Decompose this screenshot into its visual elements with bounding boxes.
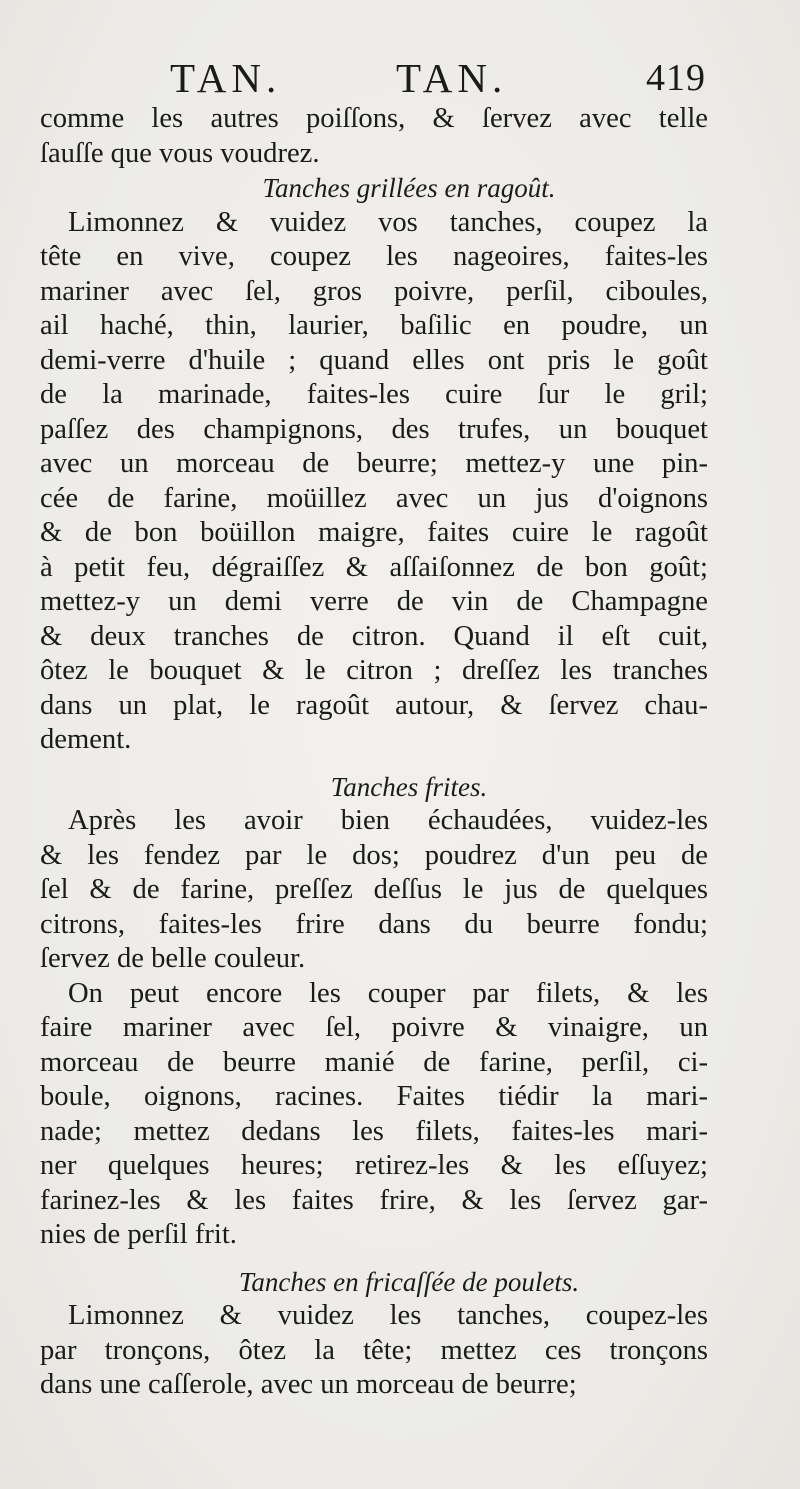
text-line: Limonnez & vuidez les tanches, coupez-les — [68, 1300, 708, 1331]
text-line: cée de farine, moüillez avec un jus d'oignons — [40, 482, 708, 514]
text-line: Limonnez & vuidez vos tanches, coupez la — [68, 206, 708, 238]
text-line: nies de perſil frit. — [40, 1219, 237, 1250]
text-line: dans un plat, le ragoût autour, & ſervez chau- — [40, 689, 708, 721]
text-line: ſauſſe que vous voudrez. — [40, 137, 320, 169]
text-line: de la marinade, faites-les cuire ſur le gril; — [40, 379, 708, 410]
text-line: nade; mettez dedans les filets, faites-les mari- — [40, 1115, 708, 1147]
text-line: ſel & de farine, preſſez deſſus le jus de quelques — [40, 874, 708, 905]
text-line: mariner avec ſel, gros poivre, perſil, ciboules, — [40, 275, 708, 307]
paragraph — [40, 977, 708, 1253]
text-line: Après les avoir bien échaudées, vuidez-les — [68, 805, 708, 836]
text-line: & deux tranches de citron. Quand il eſt cuit, — [40, 620, 708, 652]
paragraph — [40, 804, 708, 977]
section-heading: Tanches grillées en ragoût. — [262, 173, 556, 203]
text-line: paſſez des champignons, des trufes, un bouquet — [40, 413, 708, 445]
text-line: ôtez le bouquet & le citron ; dreſſez les tranches — [40, 655, 708, 686]
text-line: ail haché, thin, laurier, baſilic en poudre, un — [40, 310, 708, 341]
header-left-title: TAN. — [170, 55, 282, 101]
page-number: 419 — [646, 57, 706, 99]
text-line: dans une caſſerole, avec un morceau de beurre; — [40, 1369, 577, 1400]
running-header — [40, 54, 720, 102]
text-line: ſervez de belle couleur. — [40, 943, 306, 974]
text-line: comme les autres poiſſons, & ſervez avec telle — [40, 103, 708, 134]
text-line: morceau de beurre manié de farine, perſil, ci- — [40, 1046, 708, 1078]
body-text — [40, 102, 708, 1403]
text-line: mettez-y un demi verre de vin de Champagne — [40, 586, 708, 617]
text-line: & de bon boüillon maigre, faites cuire le ragoût — [40, 517, 708, 548]
paragraph — [40, 206, 708, 758]
text-line: ner quelques heures; retirez-les & les eſſuyez; — [40, 1150, 708, 1181]
text-line: farinez-les & les faites frire, & les ſervez gar- — [40, 1184, 708, 1216]
text-line: à petit feu, dégraiſſez & aſſaiſonnez de bon goût; — [40, 551, 708, 583]
section-heading: Tanches frites. — [330, 771, 488, 802]
header-right-title: TAN. — [396, 55, 508, 101]
text-line: avec un morceau de beurre; mettez-y une pin- — [40, 448, 708, 479]
text-line: & les fendez par le dos; poudrez d'un peu de — [40, 839, 708, 871]
text-line: dement. — [40, 724, 132, 755]
text-line: boule, oignons, racines. Faites tiédir la mari- — [40, 1081, 708, 1112]
text-line: citrons, faites-les frire dans du beurre fondu; — [40, 908, 708, 940]
text-line: demi-verre d'huile ; quand elles ont pris le goût — [40, 344, 708, 376]
text-line: par tronçons, ôtez la tête; mettez ces tronçons — [40, 1334, 708, 1366]
text-line: On peut encore les couper par filets, & les — [68, 977, 708, 1009]
text-line: tête en vive, coupez les nageoires, faites-les — [40, 241, 708, 272]
paragraph — [40, 1299, 708, 1403]
text-line: faire mariner avec ſel, poivre & vinaigre, un — [40, 1012, 708, 1043]
section-heading: Tanches en fricaſſée de poulets. — [238, 1266, 580, 1297]
paragraph — [40, 102, 708, 171]
